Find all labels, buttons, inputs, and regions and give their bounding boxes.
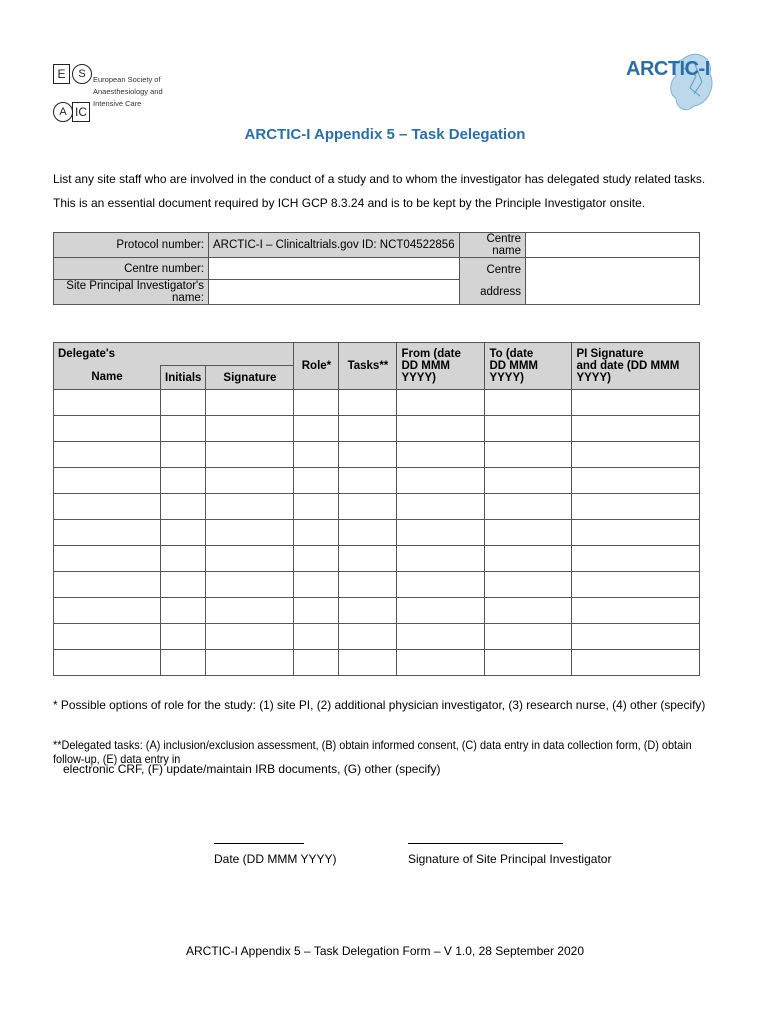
tasks-footnote-line-2: electronic CRF, (F) update/maintain IRB documents, (G) other (specify) — [63, 762, 441, 776]
delegate-to-date-cell[interactable] — [485, 416, 572, 442]
esaic-name-line-2: Anaesthesiology and — [93, 87, 163, 96]
tasks-footnote-line-1: **Delegated tasks: (A) inclusion/exclusion assessment, (B) obtain informed consent, (C) data entry in data collection form, (D) obtain follow-up, (E) data entry in — [53, 738, 692, 766]
intro-line-1: List any site staff who are involved in the conduct of a study and to whom the investigator has delegated study related tasks. — [53, 172, 706, 186]
delegate-to-date-cell[interactable] — [485, 442, 572, 468]
delegate-tasks-cell[interactable] — [339, 546, 397, 572]
delegate-row — [54, 624, 700, 650]
delegate-name-cell[interactable] — [54, 598, 161, 624]
date-label: Date (DD MMM YYYY) — [214, 852, 337, 866]
delegate-role-cell[interactable] — [294, 468, 339, 494]
delegate-role-cell[interactable] — [294, 494, 339, 520]
delegate-initials-cell[interactable] — [161, 650, 206, 676]
delegate-initials-cell[interactable] — [161, 442, 206, 468]
to-date-header — [485, 343, 572, 390]
page-title: ARCTIC-I Appendix 5 – Task Delegation — [244, 126, 526, 143]
name-header: Name — [54, 366, 161, 390]
delegate-pi-signature-cell[interactable] — [572, 598, 700, 624]
delegate-row — [54, 546, 700, 572]
pi-signature-line[interactable] — [408, 843, 563, 844]
date-signature-line[interactable] — [214, 843, 304, 844]
delegate-name-cell[interactable] — [54, 650, 161, 676]
centre-address-label — [460, 258, 526, 305]
esaic-letter-s: S — [72, 64, 92, 84]
delegate-signature-cell[interactable] — [206, 624, 294, 650]
delegate-initials-cell[interactable] — [161, 520, 206, 546]
delegate-row — [54, 572, 700, 598]
delegate-name-cell[interactable] — [54, 572, 161, 598]
delegate-row — [54, 494, 700, 520]
delegate-to-date-cell[interactable] — [485, 650, 572, 676]
delegate-pi-signature-cell[interactable] — [572, 650, 700, 676]
esaic-letter-e: E — [53, 64, 70, 84]
esaic-letter-ic: IC — [72, 102, 90, 122]
esaic-letter-a: A — [53, 102, 73, 122]
delegate-pi-signature-cell[interactable] — [572, 416, 700, 442]
delegate-tasks-cell[interactable] — [339, 442, 397, 468]
delegate-initials-cell[interactable] — [161, 546, 206, 572]
delegate-initials-cell[interactable] — [161, 494, 206, 520]
delegate-signature-cell[interactable] — [206, 520, 294, 546]
protocol-number-value: ARCTIC-I – Clinicaltrials.gov ID: NCT04522856 — [209, 233, 460, 258]
delegate-from-date-cell[interactable] — [397, 390, 485, 416]
esaic-name-line-3: Intensive Care — [93, 99, 142, 108]
protocol-table — [53, 232, 700, 305]
centre-address-label-line-1: Centre — [486, 264, 521, 276]
delegate-signature-cell[interactable] — [206, 390, 294, 416]
delegate-to-date-cell[interactable] — [485, 390, 572, 416]
delegate-signature-cell[interactable] — [206, 546, 294, 572]
role-header: Role* — [294, 343, 339, 390]
centre-name-label: Centre name — [460, 233, 526, 258]
delegate-pi-signature-cell[interactable] — [572, 572, 700, 598]
page-footer: ARCTIC-I Appendix 5 – Task Delegation Form – V 1.0, 28 September 2020 — [186, 944, 584, 958]
esaic-name-line-1: European Society of — [93, 75, 161, 84]
delegate-initials-cell[interactable] — [161, 624, 206, 650]
to-date-header-line-1: To (date — [489, 348, 534, 360]
delegate-to-date-cell[interactable] — [485, 468, 572, 494]
delegate-from-date-cell[interactable] — [397, 468, 485, 494]
delegate-name-cell[interactable] — [54, 520, 161, 546]
delegate-initials-cell[interactable] — [161, 598, 206, 624]
delegate-row — [54, 650, 700, 676]
delegate-name-cell[interactable] — [54, 390, 161, 416]
from-date-header — [397, 343, 485, 390]
delegate-role-cell[interactable] — [294, 442, 339, 468]
delegate-initials-cell[interactable] — [161, 390, 206, 416]
delegate-pi-signature-cell[interactable] — [572, 520, 700, 546]
delegate-signature-cell[interactable] — [206, 650, 294, 676]
pi-signature-header-line-1: PI Signature — [576, 348, 644, 360]
pi-signature-label: Signature of Site Principal Investigator — [408, 852, 612, 866]
delegate-pi-signature-cell[interactable] — [572, 390, 700, 416]
delegate-role-cell[interactable] — [294, 650, 339, 676]
delegate-from-date-cell[interactable] — [397, 598, 485, 624]
delegate-from-date-cell[interactable] — [397, 624, 485, 650]
centre-address-field[interactable] — [526, 258, 700, 305]
delegate-initials-cell[interactable] — [161, 468, 206, 494]
delegate-tasks-cell[interactable] — [339, 416, 397, 442]
delegate-row — [54, 598, 700, 624]
delegate-tasks-cell[interactable] — [339, 624, 397, 650]
delegate-pi-signature-cell[interactable] — [572, 442, 700, 468]
arctic-logo-text: ARCTIC-I — [626, 58, 710, 80]
delegate-role-cell[interactable] — [294, 598, 339, 624]
brain-graphic — [624, 46, 714, 116]
delegate-name-cell[interactable] — [54, 468, 161, 494]
delegate-signature-cell[interactable] — [206, 468, 294, 494]
delegate-from-date-cell[interactable] — [397, 442, 485, 468]
arctic-logo — [624, 46, 714, 116]
delegate-tasks-cell[interactable] — [339, 572, 397, 598]
role-footnote: * Possible options of role for the study: (1) site PI, (2) additional physician investigator, (3) research nurse, (4) other (specify) — [53, 698, 706, 712]
delegate-to-date-cell[interactable] — [485, 546, 572, 572]
delegate-name-cell[interactable] — [54, 442, 161, 468]
to-date-header-line-2: DD MMM YYYY) — [489, 360, 538, 384]
delegate-pi-signature-cell[interactable] — [572, 468, 700, 494]
delegate-role-cell[interactable] — [294, 416, 339, 442]
delegate-from-date-cell[interactable] — [397, 572, 485, 598]
delegate-name-cell[interactable] — [54, 624, 161, 650]
centre-number-label: Centre number: — [54, 258, 209, 280]
centre-name-field[interactable] — [526, 233, 700, 258]
delegate-initials-cell[interactable] — [161, 416, 206, 442]
delegate-role-cell[interactable] — [294, 520, 339, 546]
from-date-header-line-1: From (date — [401, 348, 461, 360]
from-date-header-line-2: DD MMM YYYY) — [401, 360, 450, 384]
delegation-rows — [54, 390, 700, 676]
delegate-pi-signature-cell[interactable] — [572, 494, 700, 520]
delegate-row — [54, 442, 700, 468]
delegate-to-date-cell[interactable] — [485, 598, 572, 624]
delegate-signature-cell[interactable] — [206, 572, 294, 598]
delegate-from-date-cell[interactable] — [397, 416, 485, 442]
initials-header: Initials — [161, 366, 206, 390]
delegate-row — [54, 520, 700, 546]
delegate-role-cell[interactable] — [294, 546, 339, 572]
delegate-to-date-cell[interactable] — [485, 494, 572, 520]
delegate-signature-cell[interactable] — [206, 494, 294, 520]
delegate-row — [54, 390, 700, 416]
delegate-signature-cell[interactable] — [206, 416, 294, 442]
delegate-role-cell[interactable] — [294, 390, 339, 416]
delegate-pi-signature-cell[interactable] — [572, 624, 700, 650]
delegate-tasks-cell[interactable] — [339, 598, 397, 624]
delegate-from-date-cell[interactable] — [397, 546, 485, 572]
delegate-from-date-cell[interactable] — [397, 650, 485, 676]
delegate-row — [54, 468, 700, 494]
pi-name-field[interactable] — [209, 280, 460, 305]
delegate-role-cell[interactable] — [294, 572, 339, 598]
delegate-to-date-cell[interactable] — [485, 520, 572, 546]
pi-name-label: Site Principal Investigator's name: — [54, 280, 209, 305]
signature-header: Signature — [206, 366, 294, 390]
delegate-tasks-cell[interactable] — [339, 468, 397, 494]
delegate-signature-cell[interactable] — [206, 442, 294, 468]
pi-signature-header-line-2: and date (DD MMM YYYY) — [576, 360, 680, 384]
delegate-name-cell[interactable] — [54, 494, 161, 520]
centre-address-label-line-2: address — [480, 286, 521, 298]
delegate-group-header: Delegate's — [54, 343, 294, 366]
delegate-name-cell[interactable] — [54, 546, 161, 572]
delegate-row — [54, 416, 700, 442]
delegate-initials-cell[interactable] — [161, 572, 206, 598]
delegate-tasks-cell[interactable] — [339, 650, 397, 676]
delegate-signature-cell[interactable] — [206, 598, 294, 624]
delegate-tasks-cell[interactable] — [339, 520, 397, 546]
delegate-name-cell[interactable] — [54, 416, 161, 442]
delegate-to-date-cell[interactable] — [485, 624, 572, 650]
delegate-pi-signature-cell[interactable] — [572, 546, 700, 572]
delegation-table — [53, 342, 700, 676]
delegate-tasks-cell[interactable] — [339, 390, 397, 416]
delegate-from-date-cell[interactable] — [397, 520, 485, 546]
protocol-number-label: Protocol number: — [54, 233, 209, 258]
delegate-tasks-cell[interactable] — [339, 494, 397, 520]
tasks-header: Tasks** — [339, 343, 397, 390]
intro-line-2: This is an essential document required by ICH GCP 8.3.24 and is to be kept by the Principle Investigator onsite. — [53, 196, 646, 210]
delegate-role-cell[interactable] — [294, 624, 339, 650]
pi-signature-header — [572, 343, 700, 390]
esaic-name — [93, 74, 163, 110]
delegate-from-date-cell[interactable] — [397, 494, 485, 520]
centre-number-field[interactable] — [209, 258, 460, 280]
delegate-to-date-cell[interactable] — [485, 572, 572, 598]
